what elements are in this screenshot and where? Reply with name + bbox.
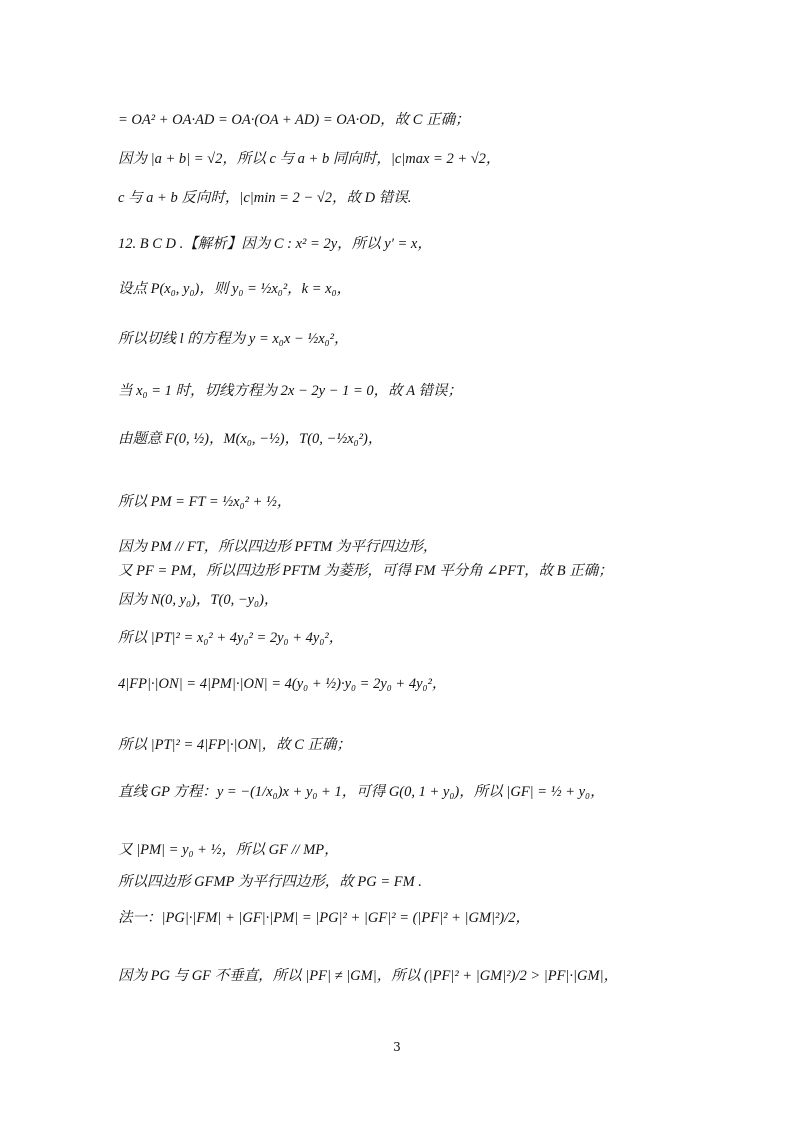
text-line-1: = OA² + OA·AD = OA·(OA + AD) = OA·OD，故 C 正确；: [118, 112, 470, 128]
text-line-18: 所以四边形 GFMP 为平行四边形，故 PG = FM .: [118, 874, 422, 890]
text-line-4: 12. B C D .【解析】因为 C : x² = 2y，所以 y′ = x，: [118, 236, 432, 252]
text-line-17: 又 |PM| = y₀ + ½，所以 GF // MP，: [118, 842, 339, 858]
text-line-11: 又 PF = PM，所以四边形 PFTM 为菱形，可得 FM 平分角 ∠PFT，故 B 正确；: [118, 563, 613, 579]
text-line-20: 因为 PG 与 GF 不垂直，所以 |PF| ≠ |GM|，所以 (|PF|² + |GM|²)/2 > |PF|·|GM|，: [118, 968, 619, 984]
text-line-6: 所以切线 l 的方程为 y = x₀x − ½x₀²，: [118, 331, 349, 347]
text-line-8: 由题意 F(0, ½)，M(x₀, −½)，T(0, −½x₀²)，: [118, 431, 383, 447]
page-number: 3: [393, 1040, 401, 1054]
text-line-14: 4|FP|·|ON| = 4|PM|·|ON| = 4(y₀ + ½)·y₀ = 2y₀ + 4y₀²，: [118, 676, 447, 692]
text-line-13: 所以 |PT|² = x₀² + 4y₀² = 2y₀ + 4y₀²，: [118, 630, 344, 646]
text-line-3: c 与 a + b 反向时，|c|min = 2 − √2，故 D 错误.: [118, 190, 412, 206]
text-line-16: 直线 GP 方程：y = −(1/x₀)x + y₀ + 1，可得 G(0, 1 + y₀)，所以 |GF| = ½ + y₀，: [118, 784, 605, 800]
text-line-9: 所以 PM = FT = ½x₀² + ½，: [118, 494, 292, 510]
text-line-7: 当 x₀ = 1 时，切线方程为 2x − 2y − 1 = 0，故 A 错误；: [118, 383, 462, 399]
text-line-15: 所以 |PT|² = 4|FP|·|ON|，故 C 正确；: [118, 737, 351, 753]
text-line-5: 设点 P(x₀, y₀)，则 y₀ = ½x₀²，k = x₀，: [118, 281, 352, 297]
text-line-2: 因为 |a + b| = √2，所以 c 与 a + b 同向时，|c|max = 2 + √2，: [118, 151, 501, 167]
text-line-12: 因为 N(0, y₀)，T(0, −y₀)，: [118, 592, 279, 608]
text-line-10: 因为 PM // FT，所以四边形 PFTM 为平行四边形，: [118, 539, 438, 555]
text-line-19: 法一：|PG|·|FM| + |GF|·|PM| = |PG|² + |GF|² = (|PF|² + |GM|²)/2，: [118, 910, 530, 926]
